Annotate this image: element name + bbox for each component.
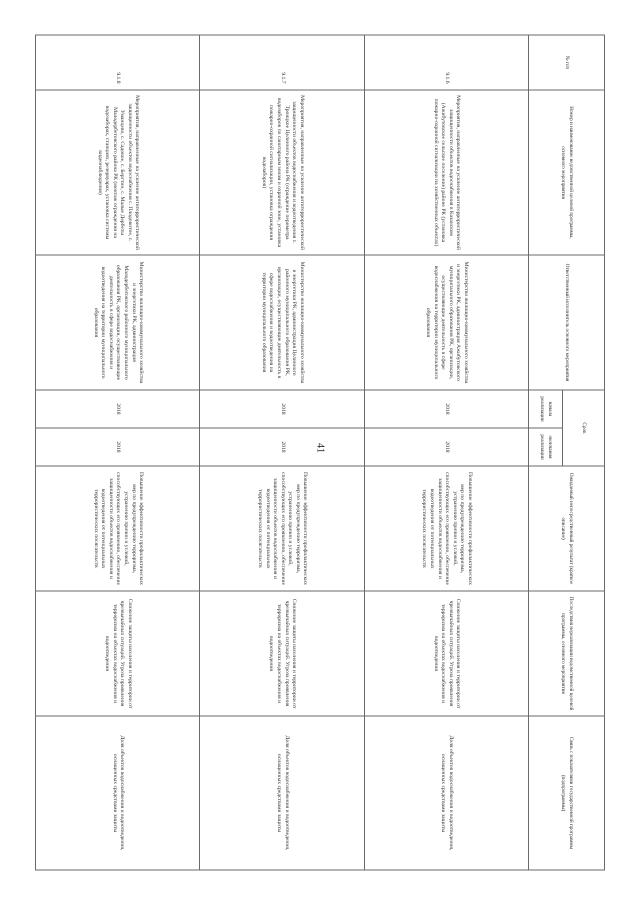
- header-term: Срок: [563, 390, 605, 466]
- row-program-name: Мероприятия, направленные на усиление антитеррористической защищенности объектов водоснабжения и водоотведения с. Троицкое Целинного района РК (ограждение периметра водозаборов по санитарным зонам и охранной зоне, установка пожарно-охранной сигнализации, установка ограждения водозаборов): [200, 90, 364, 255]
- row-consequence: Снижение защиты населения и территории от чрезвычайных ситуаций. Угроза проявления терроризма на объектах водоснабжения и водоотведения: [36, 591, 200, 716]
- row-end: 2018: [200, 428, 364, 466]
- header-start: начала реализации: [529, 390, 563, 428]
- row-link: Доля объектов водоснабжения и водоотведения, оснащенных средствами защиты: [200, 716, 364, 870]
- row-executor: Министерство жилищно-коммунального хозяйства и энергетики РК, администрация Целинного районного муниципального образования РК, организации, осуществляющие деятельность в сфере водоснабжения и водоотведения на территории муниципального образования: [200, 255, 364, 390]
- table-row: [36, 35, 200, 870]
- row-program-name: Мероприятия, направленные на усиление антитеррористической защищенности объектов водоснабжения в Казанском (Ажибутовское сельское поселение) районе РК (установка пожарно-охранной сигнализации на хозяйственных объектах): [364, 90, 528, 255]
- program-measures-table: [35, 35, 605, 871]
- row-start: 2018: [364, 390, 528, 428]
- header-consequence: Последствия нереализации ведомственной целевой программы, основного мероприятия: [529, 591, 605, 716]
- header-num: № п/п: [529, 35, 605, 90]
- row-start: 2018: [36, 390, 200, 428]
- row-consequence: Снижение защиты населения и территории от чрезвычайных ситуаций. Угроза проявления терроризма на объектах водоснабжения и водоотведения: [364, 591, 528, 716]
- header-program-name: Номер и наименование ведомственной целевой программы, основного мероприятия: [529, 90, 605, 255]
- header-link: Связь с показателями государственной программы (подпрограммы): [529, 716, 605, 870]
- row-executor: Министерство жилищно-коммунального хозяйства и энергетики РК, администрация Малодербетовского районного муниципального образования РК, организации, осуществляющие деятельность в сфере водоснабжения и водоотведения на территории муниципального образования: [36, 255, 200, 390]
- row-num: 9.1.6: [364, 35, 528, 90]
- row-num: 9.1.7: [200, 35, 364, 90]
- row-link: Доля объектов водоснабжения и водоотведения, оснащенных средствами защиты: [364, 716, 528, 870]
- header-result: Ожидаемый непосредственный результат (краткое описание): [529, 466, 605, 591]
- row-result: Повышение эффективности профилактических мер по предупреждению терроризма, устранению причин и условий, способствующих его проявлению, обеспечение защищенности объектов водоснабжения и водоотведения от потенциальных террористических посягательств: [36, 466, 200, 591]
- row-result: Повышение эффективности профилактических мер по предупреждению терроризма, устранению причин и условий, способствующих его проявлению, обеспечение защищенности объектов водоснабжения и водоотведения от потенциальных террористических посягательств: [200, 466, 364, 591]
- row-executor: Министерство жилищно-коммунального хозяйства и энергетики РК, администрация Ажибутовского муниципального образования РК, организации, осуществляющие деятельность в сфере водоснабжения на территории муниципального образования: [364, 255, 528, 390]
- row-link: Доля объектов водоснабжения и водоотведения, оснащенных средствами защиты: [36, 716, 200, 870]
- row-num: 9.1.8: [36, 35, 200, 90]
- header-end: окончания реализации: [529, 428, 563, 466]
- header-executor: Ответственный исполнитель основного мероприятия: [529, 255, 605, 390]
- row-result: Повышение эффективности профилактических мер по предупреждению терроризма, устранению причин и условий, способствующих его проявлению, обеспечение защищенности объектов водоснабжения и водоотведения от потенциальных террористических посягательств: [364, 466, 528, 591]
- row-end: 2018: [36, 428, 200, 466]
- row-end: 2018: [364, 428, 528, 466]
- table-row: [364, 35, 528, 870]
- table-row: [200, 35, 364, 870]
- row-consequence: Снижение защиты населения и территории от чрезвычайных ситуаций. Угроза проявления терроризма на объектах водоснабжения и водоотведения: [200, 591, 364, 716]
- row-program-name: Мероприятия, направленные на усиление антитеррористической защищенности объектов водоснабжения с. Плодовитое, с. Уманцево, с. Садовое, с. Бергтин, с. Малые Дербеты Малодербетовского района РК (монтаж ограждения на водозаборах, станциях, резервуарах, установка системы видеонаблюдения): [36, 90, 200, 255]
- document-table-rotated: [35, 35, 605, 870]
- row-start: 2018: [200, 390, 364, 428]
- page-number: 41: [314, 443, 326, 453]
